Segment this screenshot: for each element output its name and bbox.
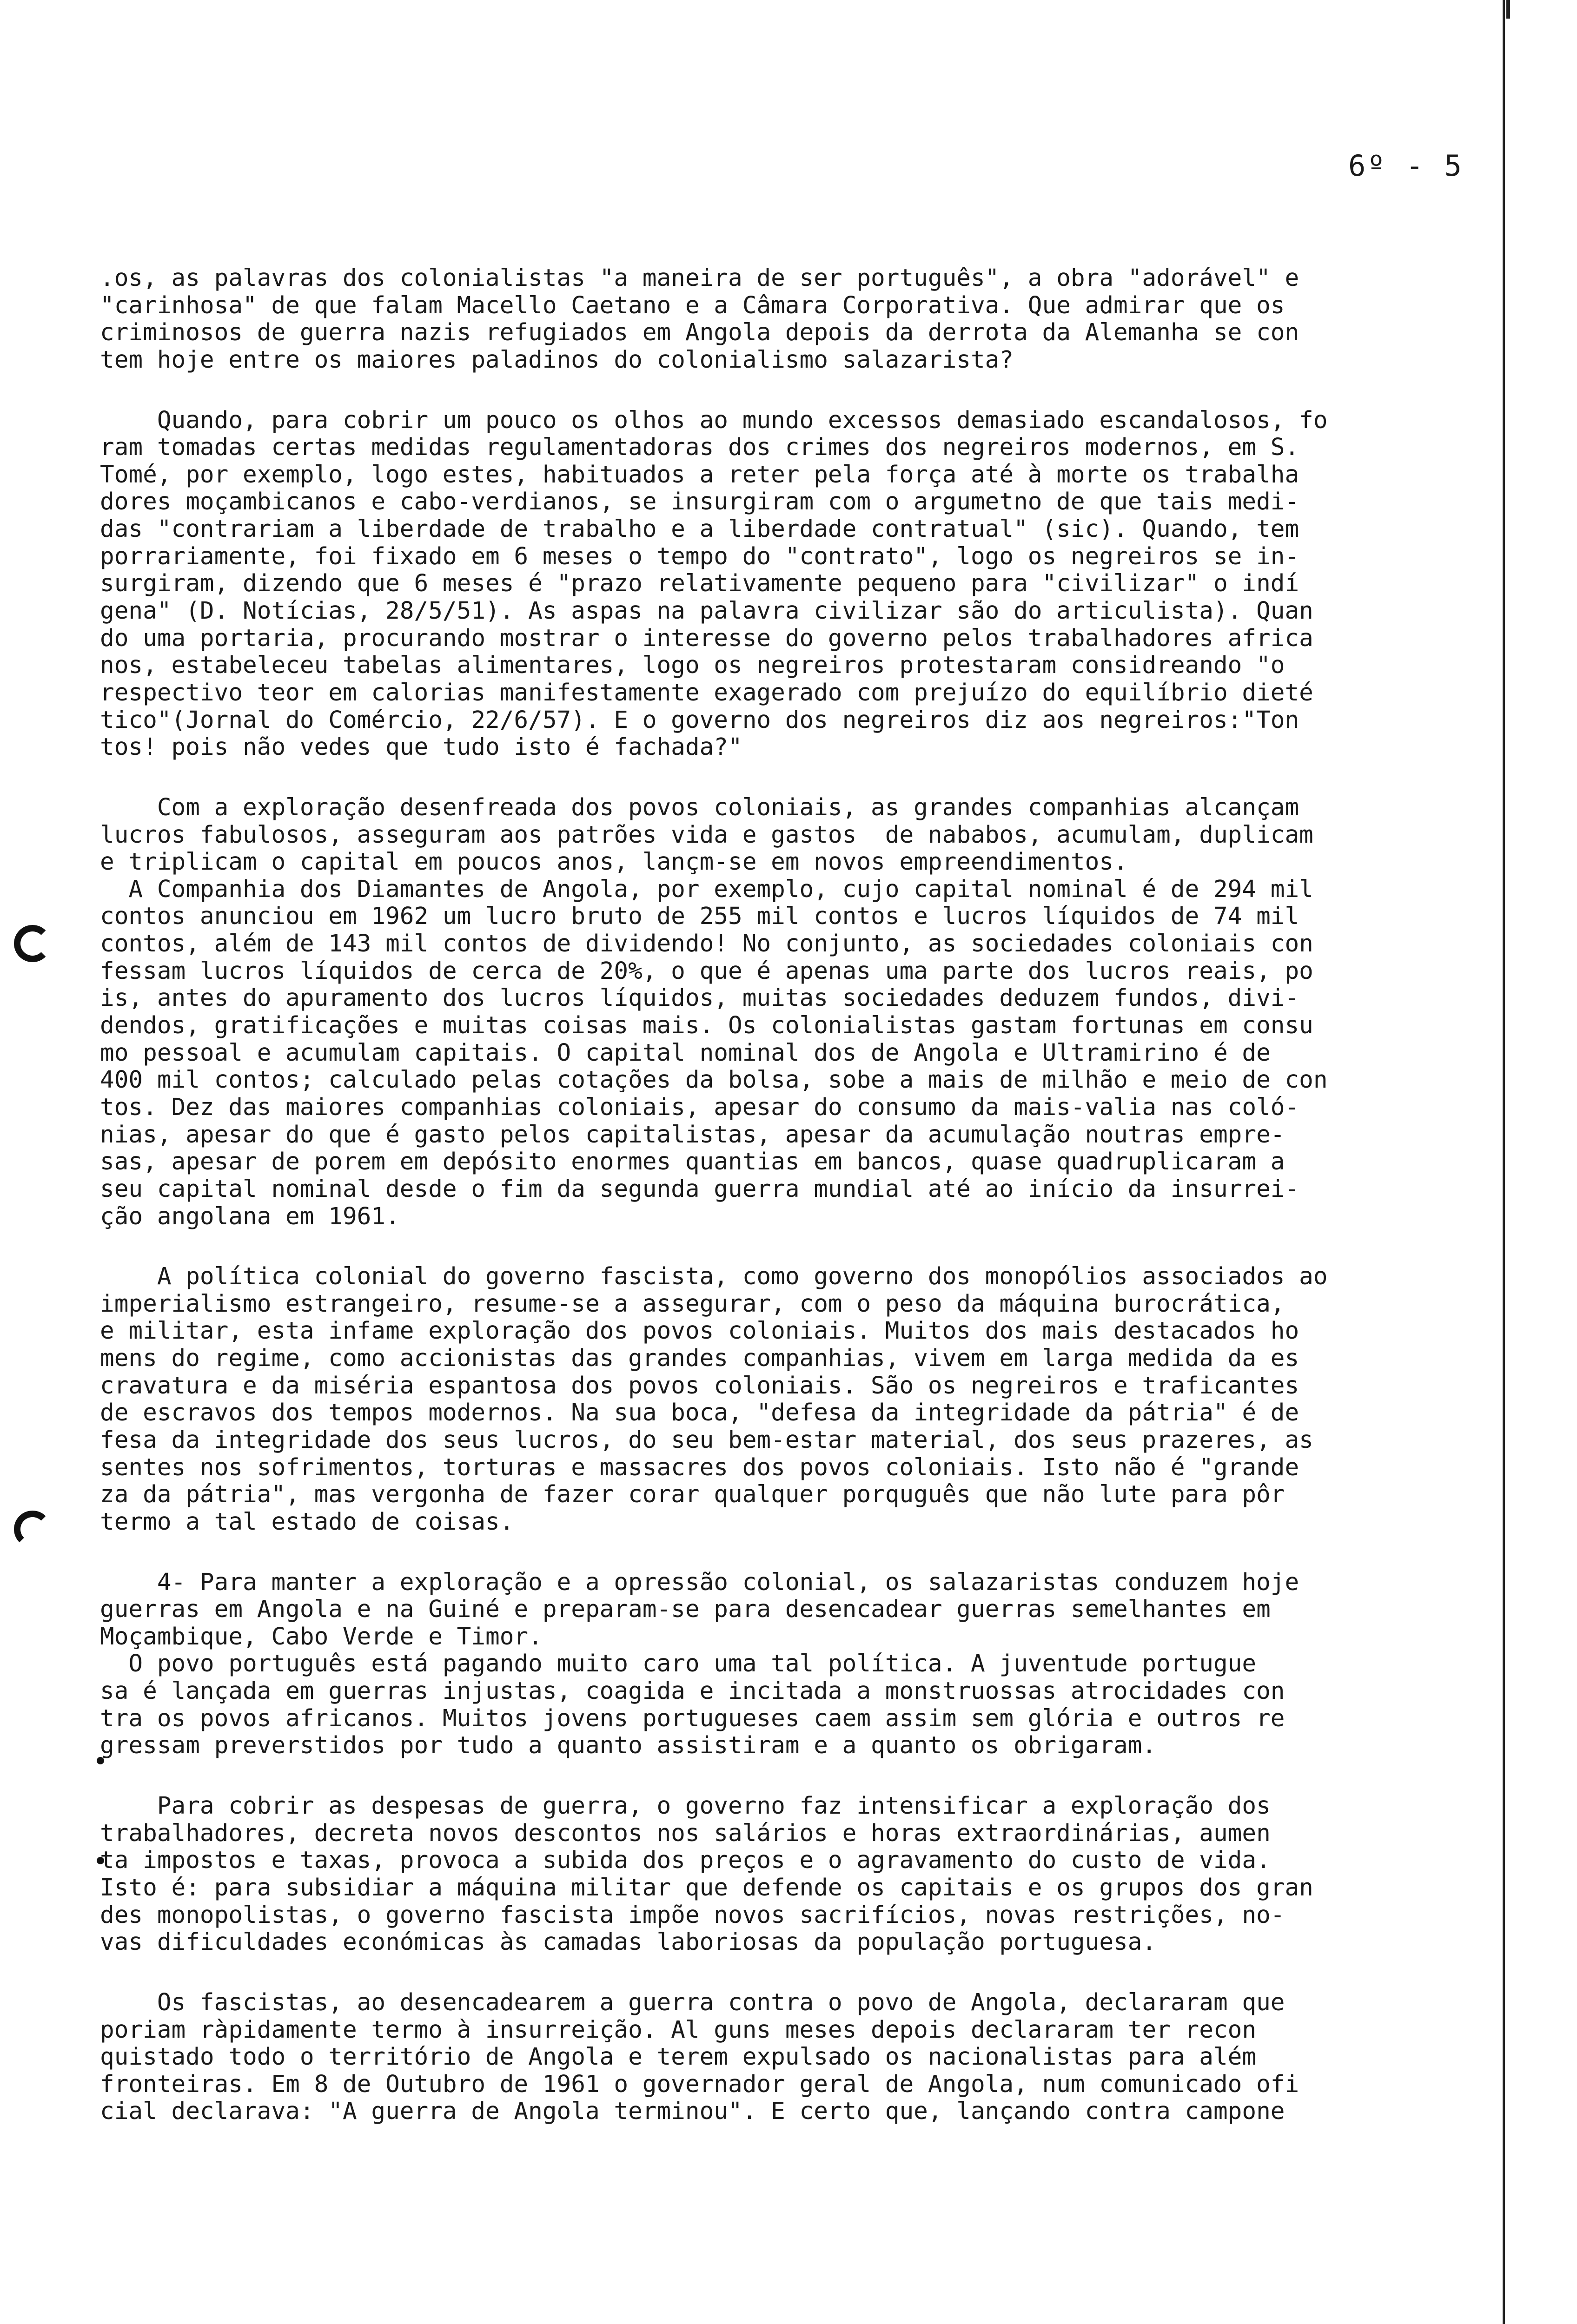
paragraph: Para cobrir as despesas de guerra, o governo faz intensificar a exploração dos trabalhadores, decreta novos descontos nos salários e horas extraordinárias, aumen ta impostos e taxas, provoca a subida dos preços e o agravamento do custo de vida. Isto é: para subsidiar a máquina militar que defende os capitais e os grupos dos gran des monopolistas, o governo fascista impõe novos sacrifícios, novas restrições, no- vas dificuldades económicas às camadas laboriosas da população portuguesa.: [100, 1792, 1313, 1956]
punch-hole-mark: [14, 1511, 51, 1548]
paragraph: .os, as palavras dos colonialistas "a maneira de ser português", a obra "adorável" e "carinhosa" de que falam Macello Caetano e a Câmara Corporativa. Que admirar que os criminosos de guerra nazis refugiados em Angola depois da derrota da Alemanha se con tem hoje entre os maiores paladinos do colonialismo salazarista?: [100, 264, 1299, 374]
typed-text-body: [100, 265, 1499, 2126]
paragraph: A política colonial do governo fascista, como governo dos monopólios associados ao imperialismo estrangeiro, resume-se a assegurar, com o peso da máquina burocrática, e militar, esta infame exploração dos povos coloniais. Muitos dos mais destacados ho mens do regime, como accionistas das grandes companhias, vivem em larga medida da es cravatura e da miséria espantosa dos povos coloniais. São os negreiros e traficantes de escravos dos tempos modernos. Na sua boca, "defesa da integridade da pátria" é de fesa da integridade dos seus lucros, do seu bem-estar material, dos seus prazeres, as sentes nos sofrimentos, torturas e massacres dos povos coloniais. Isto não é "grande za da pátria", mas vergonha de fazer corar qualquer porquguês que não lute para pôr termo a tal estado de coisas.: [100, 1263, 1328, 1536]
paragraph: Os fascistas, ao desencadearem a guerra contra o povo de Angola, declararam que poriam ràpidamente termo à insurreição. Al guns meses depois declararam ter recon quistado todo o território de Angola e terem expulsado os nacionalistas para além fronteiras. Em 8 de Outubro de 1961 o governador geral de Angola, num comunicado ofi cial declarava: "A guerra de Angola terminou". E certo que, lançando contra campone: [100, 1988, 1299, 2126]
punch-hole-mark: [14, 925, 51, 962]
paragraph: Quando, para cobrir um pouco os olhos ao mundo excessos demasiado escandalosos, fo ram tomadas certas medidas regulamentadoras dos crimes dos negreiros modernos, em S. Tomé, por exemplo, logo estes, habituados a reter pela força até à morte os trabalha dores moçambicanos e cabo-verdianos, se insurgiram com o argumetno de que tais medi- das "contrariam a liberdade de trabalho e a liberdade contratual" (sic). Quando, tem porrariamente, foi fixado em 6 meses o tempo do "contrato", logo os negreiros se in- surgiram, dizendo que 6 meses é "prazo relativamente pequeno para "civilizar" o indí gena" (D. Notícias, 28/5/51). As aspas na palavra civilizar são do articulista). Quan do uma portaria, procurando mostrar o interesse do governo pelos trabalhadores africa nos, estabeleceu tabelas alimentares, logo os negreiros protestaram considreando "o respectivo teor em calorias manifestamente exagerado com prejuízo do equilíbrio dieté tico"(Jornal do Comércio, 22/6/57). E o governo dos negreiros diz aos negreiros:"Ton tos! pois não vedes que tudo isto é fachada?": [100, 406, 1328, 761]
right-margin-rule: [1503, 0, 1505, 2324]
page-number: 6º - 5: [1348, 149, 1464, 183]
paragraph: Com a exploração desenfreada dos povos coloniais, as grandes companhias alcançam lucros fabulosos, asseguram aos patrões vida e gastos de nababos, acumulam, duplicam e triplicam o capital em poucos anos, lançm-se em novos empreendimentos. A Companhia dos Diamantes de Angola, por exemplo, cujo capital nominal é de 294 mil contos anunciou em 1962 um lucro bruto de 255 mil contos e lucros líquidos de 74 mil contos, além de 143 mil contos de dividendo! No conjunto, as sociedades coloniais con fessam lucros líquidos de cerca de 20%, o que é apenas uma parte dos lucros reais, po is, antes do apuramento dos lucros líquidos, muitas sociedades deduzem fundos, divi- dendos, gratificações e muitas coisas mais. Os colonialistas gastam fortunas em consu mo pessoal e acumulam capitais. O capital nominal dos de Angola e Ultramirino é de 400 mil contos; calculado pelas cotações da bolsa, sobe a mais de milhão e meio de con tos. Dez das maiores companhias coloniais, apesar do consumo da mais-valia nas coló- nias, apesar do que é gasto pelos capitalistas, apesar da acumulação noutras empre- sas, apesar de porem em depósito enormes quantias em bancos, quase quadruplicaram a seu capital nominal desde o fim da segunda guerra mundial até ao início da insurrei- ção angolana em 1961.: [100, 793, 1328, 1230]
top-edge-mark: [1506, 0, 1510, 19]
paragraph: 4- Para manter a exploração e a opressão colonial, os salazaristas conduzem hoje guerras em Angola e na Guiné e preparam-se para desencadear guerras semelhantes em Moçambique, Cabo Verde e Timor. O povo português está pagando muito caro uma tal política. A juventude portugue sa é lançada em guerras injustas, coagida e incitada a monstruossas atrocidades con tra os povos africanos. Muitos jovens portugueses caem assim sem glória e outros re gressam preverstidos por tudo a quanto assistiram e a quanto os obrigaram.: [100, 1568, 1299, 1760]
